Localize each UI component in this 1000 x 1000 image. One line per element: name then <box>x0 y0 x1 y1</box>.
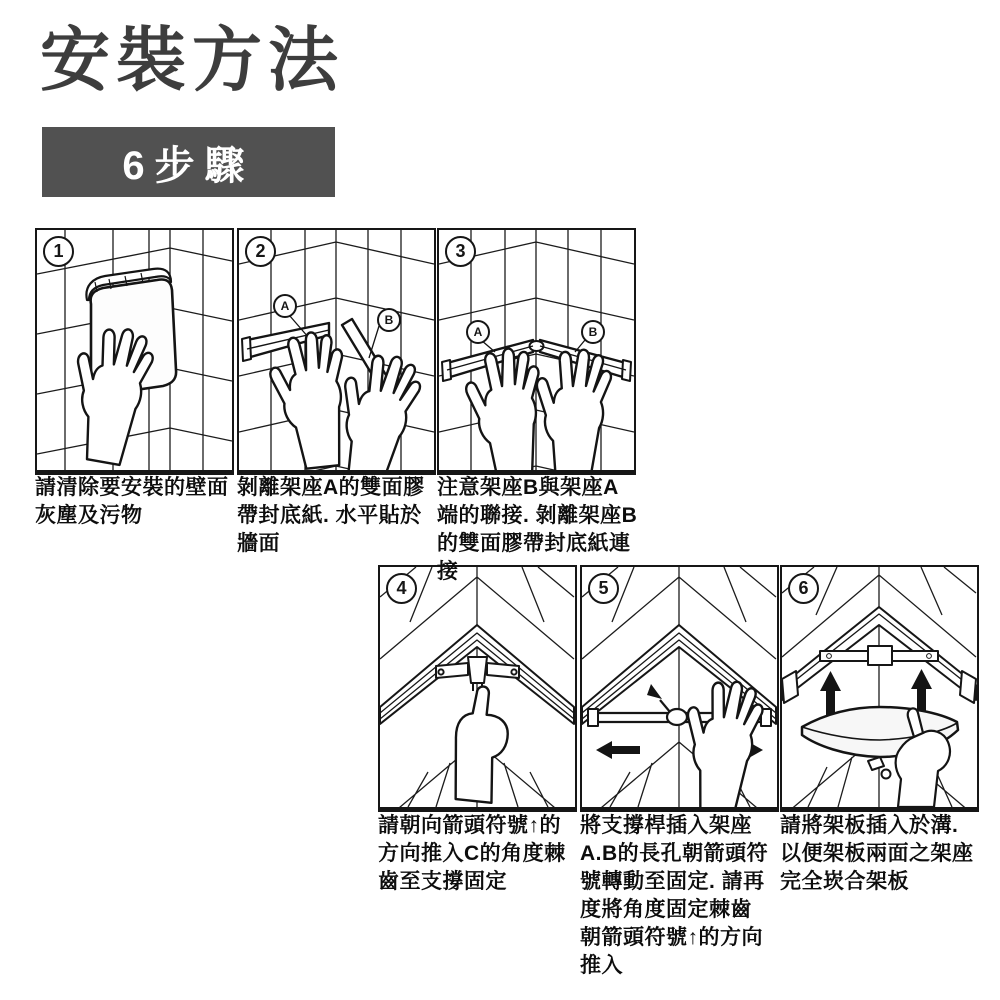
step-3-caption: 注意架座B與架座A端的聯接. 剝離架座B的雙面膠帶封底紙連接 <box>437 476 638 583</box>
step-4-illustration <box>380 567 575 807</box>
step-number-badge: 6 <box>788 573 819 604</box>
pushing-finger-icon <box>449 684 512 804</box>
tile-wall-corner <box>782 567 976 807</box>
step-2-illustration <box>239 230 434 470</box>
step-2-caption: 剝離架座A的雙面膠帶封底紙. 水平貼於牆面 <box>237 476 425 555</box>
gripping-hand-icon <box>675 676 766 807</box>
step-number-badge: 1 <box>43 236 74 267</box>
step-number-badge: 5 <box>588 573 619 604</box>
step-2-panel <box>237 228 436 475</box>
step-3-illustration <box>439 230 634 470</box>
step-4-panel <box>378 565 577 812</box>
step-4-caption: 請朝向箭頭符號↑的方向推入C的角度棘齒至支撐固定 <box>378 814 566 893</box>
part-label-a: A <box>273 294 297 318</box>
pressing-hand-icon <box>266 329 353 470</box>
page-title: 安裝方法 <box>40 21 344 99</box>
step-number-badge: 4 <box>386 573 417 604</box>
step-number-badge: 2 <box>245 236 276 267</box>
steps-count-badge: 6步驟 <box>42 127 335 197</box>
step-6-panel <box>780 565 979 812</box>
step-1-illustration <box>37 230 232 470</box>
wiping-hand-icon <box>61 322 157 468</box>
step-3-panel <box>437 228 636 475</box>
step-5-caption: 將支撐桿插入架座A.B的長孔朝箭頭符號轉動至固定. 請再度將角度固定棘齒朝箭頭符號↑的方向推入 <box>580 814 769 977</box>
step-6-caption: 請將架板插入於溝. 以便架板兩面之架座完全崁合架板 <box>780 814 974 893</box>
step-5-illustration <box>582 567 777 807</box>
step-5-panel <box>580 565 779 812</box>
step-number-badge: 3 <box>445 236 476 267</box>
part-label-a: A <box>466 320 490 344</box>
part-label-b: B <box>377 308 401 332</box>
step-1-panel <box>35 228 234 475</box>
part-label-b: B <box>581 320 605 344</box>
step-6-illustration <box>782 567 977 807</box>
step-1-caption: 請清除要安裝的壁面灰塵及污物 <box>35 476 229 527</box>
